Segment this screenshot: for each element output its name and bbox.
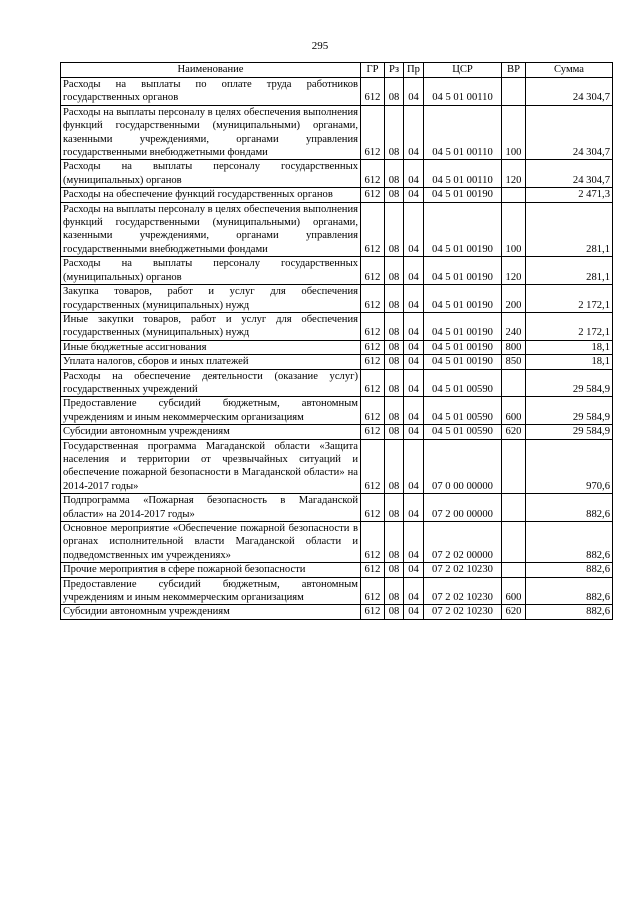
cell-pr: 04	[404, 285, 424, 313]
cell-csr: 04 5 01 00190	[424, 202, 502, 257]
cell-gr: 612	[361, 494, 385, 522]
cell-rz: 08	[385, 257, 404, 285]
table-row	[61, 563, 613, 577]
cell-sum: 29 584,9	[526, 397, 613, 425]
cell-csr: 07 2 02 10230	[424, 563, 502, 577]
cell-name: Расходы на обеспечение функций государственных органов	[61, 188, 361, 202]
cell-name: Расходы на выплаты персоналу в целях обеспечения выполнения функций государственными (муниципальными) органами, казенными учреждениями, органами управления государственными внебюджетными фондами	[61, 202, 361, 257]
header-name: Наименование	[61, 63, 361, 78]
table-row	[61, 105, 613, 160]
cell-name: Расходы на обеспечение деятельности (оказание услуг) государственных учреждений	[61, 369, 361, 397]
cell-pr: 04	[404, 188, 424, 202]
cell-pr: 04	[404, 105, 424, 160]
table-body	[61, 78, 613, 620]
table-header-row	[61, 63, 613, 78]
cell-vr: 600	[502, 397, 526, 425]
cell-pr: 04	[404, 563, 424, 577]
cell-pr: 04	[404, 340, 424, 354]
cell-gr: 612	[361, 425, 385, 439]
table-row	[61, 494, 613, 522]
cell-gr: 612	[361, 340, 385, 354]
cell-vr	[502, 522, 526, 563]
cell-name: Подпрограмма «Пожарная безопасность в Магаданской области» на 2014-2017 годы»	[61, 494, 361, 522]
table-row	[61, 605, 613, 619]
cell-gr: 612	[361, 355, 385, 369]
cell-vr: 620	[502, 605, 526, 619]
cell-rz: 08	[385, 312, 404, 340]
cell-sum: 29 584,9	[526, 425, 613, 439]
cell-vr: 850	[502, 355, 526, 369]
cell-vr	[502, 369, 526, 397]
cell-rz: 08	[385, 285, 404, 313]
header-vr: ВР	[502, 63, 526, 78]
cell-gr: 612	[361, 78, 385, 106]
cell-gr: 612	[361, 605, 385, 619]
cell-pr: 04	[404, 257, 424, 285]
cell-gr: 612	[361, 105, 385, 160]
cell-gr: 612	[361, 160, 385, 188]
cell-rz: 08	[385, 160, 404, 188]
cell-gr: 612	[361, 563, 385, 577]
cell-csr: 04 5 01 00590	[424, 397, 502, 425]
cell-vr: 200	[502, 285, 526, 313]
cell-gr: 612	[361, 397, 385, 425]
table-row	[61, 369, 613, 397]
cell-pr: 04	[404, 312, 424, 340]
cell-name: Иные закупки товаров, работ и услуг для обеспечения государственных (муниципальных) нужд	[61, 312, 361, 340]
cell-name: Расходы на выплаты персоналу государственных (муниципальных) органов	[61, 160, 361, 188]
cell-vr: 800	[502, 340, 526, 354]
table-row	[61, 355, 613, 369]
cell-csr: 07 0 00 00000	[424, 439, 502, 494]
cell-name: Субсидии автономным учреждениям	[61, 425, 361, 439]
header-pr: Пр	[404, 63, 424, 78]
cell-pr: 04	[404, 522, 424, 563]
cell-pr: 04	[404, 577, 424, 605]
cell-name: Прочие мероприятия в сфере пожарной безопасности	[61, 563, 361, 577]
cell-pr: 04	[404, 160, 424, 188]
cell-csr: 04 5 01 00190	[424, 340, 502, 354]
table-row	[61, 425, 613, 439]
cell-vr: 100	[502, 202, 526, 257]
cell-sum: 281,1	[526, 257, 613, 285]
table-row	[61, 188, 613, 202]
table-row	[61, 340, 613, 354]
cell-sum: 2 471,3	[526, 188, 613, 202]
cell-csr: 04 5 01 00190	[424, 257, 502, 285]
cell-pr: 04	[404, 494, 424, 522]
cell-name: Предоставление субсидий бюджетным, автономным учреждениям и иным некоммерческим организациям	[61, 577, 361, 605]
table-row	[61, 257, 613, 285]
cell-sum: 24 304,7	[526, 78, 613, 106]
cell-sum: 882,6	[526, 577, 613, 605]
header-sum: Сумма	[526, 63, 613, 78]
cell-rz: 08	[385, 202, 404, 257]
cell-rz: 08	[385, 439, 404, 494]
cell-rz: 08	[385, 494, 404, 522]
cell-name: Государственная программа Магаданской области «Защита населения и территории от чрезвычайных ситуаций и обеспечение пожарной безопасности в Магаданской области» на 2014-2017 годы»	[61, 439, 361, 494]
header-csr: ЦСР	[424, 63, 502, 78]
cell-vr	[502, 439, 526, 494]
cell-vr: 100	[502, 105, 526, 160]
cell-csr: 04 5 01 00110	[424, 78, 502, 106]
cell-vr: 240	[502, 312, 526, 340]
cell-pr: 04	[404, 355, 424, 369]
table-row	[61, 78, 613, 106]
cell-csr: 07 2 02 10230	[424, 577, 502, 605]
table-row	[61, 160, 613, 188]
cell-name: Расходы на выплаты персоналу в целях обеспечения выполнения функций государственными (муниципальными) органами, казенными учреждениями, органами управления государственными внебюджетными фондами	[61, 105, 361, 160]
cell-sum: 2 172,1	[526, 312, 613, 340]
header-rz: Рз	[385, 63, 404, 78]
cell-sum: 2 172,1	[526, 285, 613, 313]
cell-csr: 04 5 01 00110	[424, 105, 502, 160]
cell-name: Расходы на выплаты персоналу государственных (муниципальных) органов	[61, 257, 361, 285]
cell-sum: 882,6	[526, 605, 613, 619]
cell-pr: 04	[404, 202, 424, 257]
cell-rz: 08	[385, 605, 404, 619]
cell-pr: 04	[404, 397, 424, 425]
cell-gr: 612	[361, 369, 385, 397]
cell-pr: 04	[404, 605, 424, 619]
cell-sum: 24 304,7	[526, 160, 613, 188]
cell-rz: 08	[385, 577, 404, 605]
cell-pr: 04	[404, 78, 424, 106]
cell-sum: 18,1	[526, 355, 613, 369]
cell-csr: 04 5 01 00190	[424, 188, 502, 202]
cell-rz: 08	[385, 522, 404, 563]
cell-vr	[502, 494, 526, 522]
cell-name: Закупка товаров, работ и услуг для обеспечения государственных (муниципальных) нужд	[61, 285, 361, 313]
page-number: 295	[311, 40, 329, 52]
cell-sum: 970,6	[526, 439, 613, 494]
cell-csr: 07 2 02 00000	[424, 522, 502, 563]
cell-sum: 882,6	[526, 522, 613, 563]
table-row	[61, 312, 613, 340]
cell-name: Основное мероприятие «Обеспечение пожарной безопасности в органах исполнительной власти Магаданской области и подведомственных им учреждениях»	[61, 522, 361, 563]
cell-csr: 04 5 01 00590	[424, 425, 502, 439]
budget-table	[60, 62, 613, 620]
cell-vr: 120	[502, 160, 526, 188]
cell-rz: 08	[385, 78, 404, 106]
cell-vr	[502, 78, 526, 106]
cell-rz: 08	[385, 340, 404, 354]
cell-csr: 04 5 01 00190	[424, 285, 502, 313]
cell-gr: 612	[361, 285, 385, 313]
cell-gr: 612	[361, 312, 385, 340]
cell-csr: 04 5 01 00110	[424, 160, 502, 188]
cell-sum: 882,6	[526, 563, 613, 577]
table-row	[61, 285, 613, 313]
table-row	[61, 202, 613, 257]
cell-name: Субсидии автономным учреждениям	[61, 605, 361, 619]
cell-name: Уплата налогов, сборов и иных платежей	[61, 355, 361, 369]
cell-rz: 08	[385, 425, 404, 439]
cell-gr: 612	[361, 577, 385, 605]
cell-gr: 612	[361, 202, 385, 257]
cell-sum: 24 304,7	[526, 105, 613, 160]
header-gr: ГР	[361, 63, 385, 78]
table-row	[61, 522, 613, 563]
cell-rz: 08	[385, 397, 404, 425]
cell-vr	[502, 563, 526, 577]
table-row	[61, 439, 613, 494]
cell-csr: 04 5 01 00590	[424, 369, 502, 397]
cell-vr: 620	[502, 425, 526, 439]
cell-rz: 08	[385, 369, 404, 397]
cell-vr: 120	[502, 257, 526, 285]
cell-sum: 281,1	[526, 202, 613, 257]
cell-rz: 08	[385, 105, 404, 160]
cell-csr: 07 2 00 00000	[424, 494, 502, 522]
cell-name: Предоставление субсидий бюджетным, автономным учреждениям и иным некоммерческим организациям	[61, 397, 361, 425]
cell-csr: 04 5 01 00190	[424, 312, 502, 340]
cell-csr: 07 2 02 10230	[424, 605, 502, 619]
cell-pr: 04	[404, 369, 424, 397]
table-row	[61, 397, 613, 425]
cell-rz: 08	[385, 188, 404, 202]
cell-csr: 04 5 01 00190	[424, 355, 502, 369]
cell-rz: 08	[385, 563, 404, 577]
cell-sum: 882,6	[526, 494, 613, 522]
cell-rz: 08	[385, 355, 404, 369]
cell-name: Иные бюджетные ассигнования	[61, 340, 361, 354]
cell-sum: 29 584,9	[526, 369, 613, 397]
cell-gr: 612	[361, 522, 385, 563]
cell-pr: 04	[404, 439, 424, 494]
cell-gr: 612	[361, 188, 385, 202]
cell-vr: 600	[502, 577, 526, 605]
cell-pr: 04	[404, 425, 424, 439]
cell-sum: 18,1	[526, 340, 613, 354]
table-row	[61, 577, 613, 605]
cell-gr: 612	[361, 439, 385, 494]
cell-gr: 612	[361, 257, 385, 285]
cell-vr	[502, 188, 526, 202]
cell-name: Расходы на выплаты по оплате труда работников государственных органов	[61, 78, 361, 106]
